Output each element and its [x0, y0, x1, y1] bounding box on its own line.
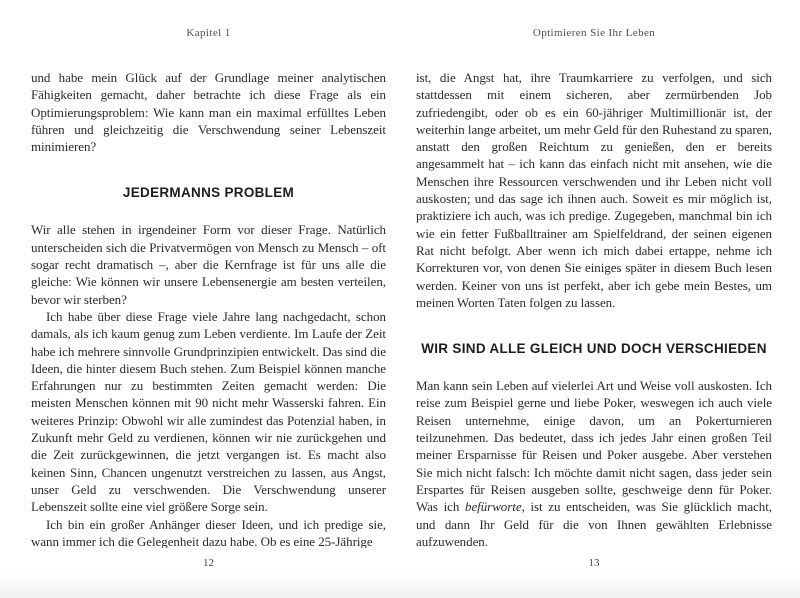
- page-body: [416, 69, 772, 548]
- italic-text: befürworte: [465, 499, 522, 515]
- running-header-left: Kapitel 1: [186, 27, 231, 39]
- page-number-right: 13: [588, 557, 600, 569]
- plain-text: Ich habe über diese Frage viele Jahre lang nachgedacht, schon damals, als ich kaum genug zum Leben verdiente. Im Laufe der Zeit habe ich mehrere sinnvolle Grundprinzipien entwickelt. Das sind die Ideen, die hinter diesem Buch stehen. Zum Beispiel können manche Erfahrungen nur zu bestimmten Zeiten gemacht werden: Die meisten Menschen können mit 90 nicht mehr Wasserski fahren. Ein weiteres Prinzip: Obwohl wir alle zumindest das Potenzial haben, in Zukunft mehr Geld zu verdienen, können wir nie zurückgehen und die Zeit zurückgewinnen, die jetzt vergangen ist. Es macht also keinen Sinn, Chancen ungenutzt verstreichen zu lassen, aus Angst, unser Geld zu verschwenden. Die Verschwendung unserer Lebenszeit sollte eine viel größere Sorge sein.: [31, 308, 386, 515]
- body-paragraph: [31, 308, 386, 516]
- plain-text: ist, die Angst hat, ihre Traumkarriere zu verfolgen, und sich stattdessen mit einem sicheren, aber zermürbenden Job zufriedengibt, oder ob es ein 60-jähriger Multimillionär ist, der weiterhin lange arbeitet, um mehr Geld für den Ruhestand zu sparen, anstatt den großen Reichtum zu genießen, den er bereits angesammelt hat – ich kann das einfach nicht mit ansehen, wie die Menschen ihre Ressourcen verschwenden und ihr Leben nicht voll auskosten; und das sage ich ihnen auch. Soweit es mir möglich ist, praktiziere ich auch, was ich predige. Zugegeben, manchmal bin ich wie ein fetter Fußballtrainer am Spielfeldrand, der seinen eigenen Rat nicht befolgt. Aber wenn ich mich dabei ertappe, nehme ich Korrekturen vor, von denen Sie einiges später in diesem Buch lesen werden. Keiner von uns ist perfekt, aber ich gebe mein Bestes, um meinen Worten Taten folgen zu lassen.: [416, 70, 772, 310]
- page-number-left: 12: [203, 557, 214, 569]
- section-heading: JEDERMANNS PROBLEM: [122, 185, 295, 201]
- plain-text: Wir alle stehen in irgendeiner Form vor dieser Frage. Natürlich unterscheiden sich die Privatvermögen von Mensch zu Mensch – oft sogar recht dramatisch –, aber die Kernfrage ist für uns alle die gleiche: Wie können wir unsere Lebensenergie am besten verteilen, bevor wir sterben?: [31, 222, 386, 307]
- body-paragraph: [31, 516, 386, 548]
- plain-text: und habe mein Glück auf der Grundlage meiner analytischen Fähigkeiten gemacht, daher betrachte ich diese Frage als ein Optimierungsproblem: Wie kann man ein maximal erfülltes Leben führen und gleichzeitig die Verschwendung seiner Lebenszeit minimieren?: [31, 70, 386, 155]
- plain-text: Man kann sein Leben auf vielerlei Art und Weise voll auskosten. Ich reise zum Beispiel gerne und liebe Poker, weswegen ich auch viele Reisen unternehme, einige davon, um an Pokerturnieren teilzunehmen. Das bedeutet, dass ich jedes Jahr einen großen Teil meiner Ersparnisse für Reisen und Poker ausgebe. Aber verstehen Sie mich nicht falsch: Ich möchte damit nicht sagen, dass jeder sein Erspartes für Reisen ausgeben sollte, geschweige denn für Poker. Was ich: [416, 378, 772, 515]
- running-header-right: Optimieren Sie Ihr Leben: [532, 27, 656, 39]
- right-page: [416, 0, 772, 598]
- body-paragraph: [31, 221, 386, 307]
- page-body: [31, 69, 386, 548]
- body-paragraph: [416, 377, 772, 548]
- section-heading: WIR SIND ALLE GLEICH UND DOCH VERSCHIEDEN: [421, 341, 767, 357]
- body-paragraph: [31, 69, 386, 155]
- plain-text: Ich bin ein großer Anhänger dieser Ideen, und ich predige sie, wann immer ich die Gelegenheit dazu habe. Ob es eine 25-Jährige: [31, 516, 386, 548]
- left-page: [31, 0, 386, 598]
- body-paragraph: [416, 69, 772, 311]
- plain-text: , ist zu entscheiden, was Sie glücklich macht, und dann Ihr Geld für die von Ihnen gewählten Erlebnisse aufzuwenden.: [416, 499, 772, 548]
